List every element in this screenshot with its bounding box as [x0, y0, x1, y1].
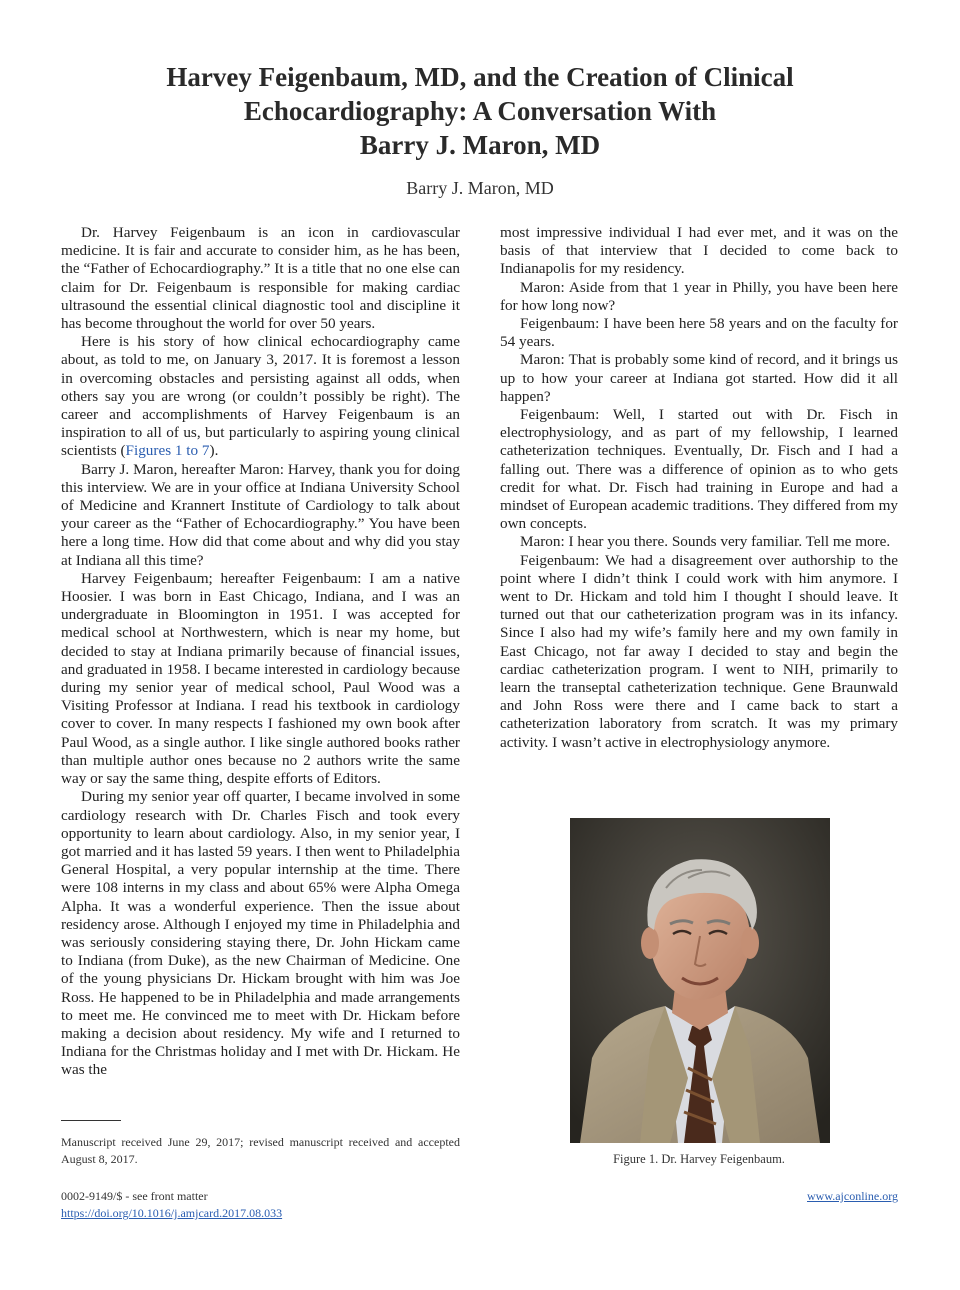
title-line-1: Harvey Feigenbaum, MD, and the Creation of Clinical: [166, 62, 794, 92]
doi-link[interactable]: https://doi.org/10.1016/j.amjcard.2017.08.033: [61, 1206, 283, 1220]
journal-website-link[interactable]: www.ajconline.org: [807, 1189, 898, 1203]
portrait-photo: [570, 818, 830, 1143]
paragraph: most impressive individual I had ever met, and it was on the basis of that interview that I decided to come back to Indianapolis for my residency.: [500, 224, 898, 278]
figures-reference-link[interactable]: Figures 1 to 7: [125, 442, 210, 460]
paragraph: Harvey Feigenbaum; hereafter Feigenbaum: I am a native Hoosier. I was born in East Chicago, Indiana, and I was an undergraduate in Bloomington in 1951. I was accepted for medical school at Northwestern, which is near my home, but decided to stay at Indiana primarily because of financial issues, and graduated in 1958. I became interested in cardiology because during my senior year of medical school, Paul Wood was a Visiting Professor at Indiana. I read his textbook in cardiology cover to cover. In many respects I fashioned my own book after Paul Wood, as a single author. I like single authored books rather than multiple author ones because no 2 authors write the same way or say the same thing, despite efforts of Editors.: [61, 569, 460, 788]
title-line-2: Echocardiography: A Conversation With: [243, 96, 717, 126]
paragraph-text: Here is his story of how clinical echocardiography came about, as told to me, on January 3, 2017. It is foremost a lesson in overcoming obstacles and persisting against all odds, when others say you are wrong (or couldn’t possibly be right). The career and accomplishments of Harvey Feigenbaum is an inspiration to all of us, but particularly to aspiring young clinical scientists (: [61, 333, 460, 460]
paragraph: [61, 333, 460, 460]
issn-line: 0002-9149/$ - see front matter: [61, 1189, 208, 1203]
portrait-illustration: [570, 818, 830, 1143]
paragraph: Dr. Harvey Feigenbaum is an icon in cardiovascular medicine. It is fair and accurate to consider him, as he has been, the “Father of Echocardiography.” It is a title that no one else can claim for Dr. Feigenbaum is responsible for making cardiac ultrasound the essential clinical diagnostic tool and discipline it has become throughout the world for over 50 years.: [61, 224, 460, 333]
manuscript-note: Manuscript received June 29, 2017; revised manuscript received and accepted August 8, 2017.: [61, 1135, 460, 1166]
paragraph: Maron: I hear you there. Sounds very familiar. Tell me more.: [520, 533, 891, 551]
paragraph-text: ).: [209, 442, 219, 460]
paragraph: Maron: That is probably some kind of record, and it brings us up to how your career at Indiana got started. How did it all happen?: [500, 351, 898, 405]
right-text-column: [500, 224, 898, 752]
paragraph: Feigenbaum: Well, I started out with Dr. Fisch in electrophysiology, and as part of my fellowship, I learned catheterization techniques. Eventually, Dr. Fisch and I had a falling out. There was a difference of opinion as to who gets credit for what. Dr. Fisch had training in Europe and had a mindset of European academic traditions. They differed from my own concepts.: [500, 406, 898, 533]
paragraph: During my senior year off quarter, I became involved in some cardiology research with Dr. Charles Fisch and took every opportunity to learn about cardiology. Also, in my senior year, I got married and it has lasted 59 years. I then went to Philadelphia General Hospital, a very popular internship at the time. There were 108 interns in my class and about 65% were Alpha Omega Alpha. It was a wonderful experience. Then the issue about residency arose. Although I enjoyed my time in Philadelphia and was seriously considering staying there, Dr. John Hickam came to Indiana (from Duke), as the new Chairman of Medicine. One of the young physicians Dr. Hickam brought with him was Joe Ross. He happened to be in Philadelphia and made arrangements to meet me. He convinced me to meet with Dr. Hickam before making a decision about residency. My wife and I returned to Indiana for the Christmas holiday and I met with Dr. Hickam. He was the: [61, 788, 460, 1079]
author-byline: Barry J. Maron, MD: [406, 178, 554, 198]
footnote-divider: [61, 1120, 121, 1121]
title-line-3: Barry J. Maron, MD: [359, 130, 601, 160]
figure-caption: Figure 1. Dr. Harvey Feigenbaum.: [613, 1152, 785, 1166]
paragraph: Barry J. Maron, hereafter Maron: Harvey, thank you for doing this interview. We are in your office at Indiana University School of Medicine and Krannert Institute of Cardiology to talk about your career as the “Father of Echocardiography.” You have been here a long time. How did that come about and why did you stay at Indiana all this time?: [61, 460, 460, 569]
article-title: [100, 60, 860, 162]
left-text-column: [61, 224, 460, 1080]
paragraph: Feigenbaum: We had a disagreement over authorship to the point where I didn’t think I could work with him anymore. I went to Dr. Hickam and told him I thought I should leave. It turned out that our catheterization program was in its infancy. Since I also had my wife’s family here and my own family in East Chicago, not far away I decided to stay and begin the cardiac catheterization program. I went to NIH, primarily to learn the transeptal catheterization technique. Gene Braunwald and John Ross were there and I came back to start a catheterization laboratory from scratch. It was my primary activity. I wasn’t active in electrophysiology anymore.: [500, 551, 898, 751]
paragraph: Maron: Aside from that 1 year in Philly, you have been here for how long now?: [500, 278, 898, 314]
paragraph: Feigenbaum: I have been here 58 years and on the faculty for 54 years.: [500, 315, 898, 351]
